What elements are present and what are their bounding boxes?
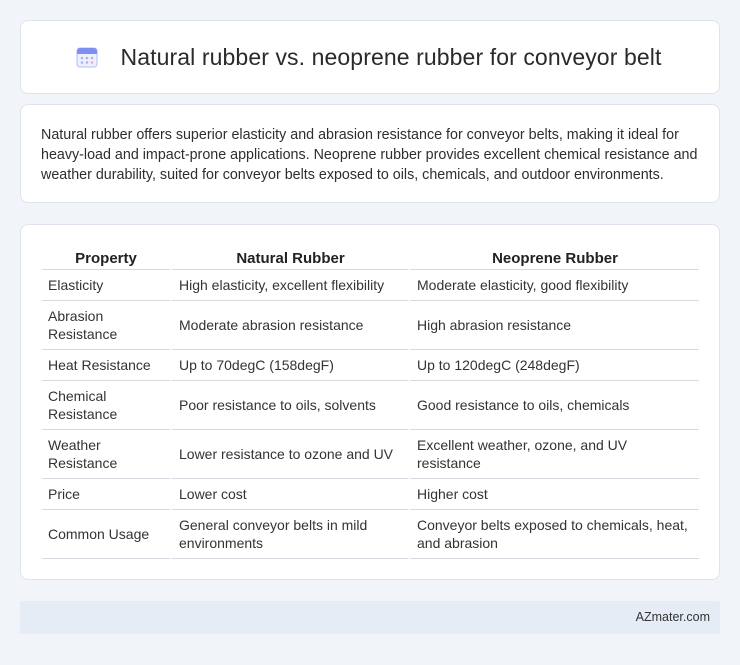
neoprene-rubber-cell: Up to 120degC (248degF) bbox=[408, 350, 699, 381]
page-title: Natural rubber vs. neoprene rubber for conveyor belt bbox=[120, 43, 662, 70]
table-header-row bbox=[42, 245, 699, 270]
property-cell: Heat Resistance bbox=[42, 350, 170, 381]
comparison-table bbox=[42, 245, 699, 559]
property-cell: Common Usage bbox=[42, 510, 170, 559]
comparison-table-card bbox=[20, 224, 720, 580]
calendar-icon bbox=[75, 45, 99, 69]
neoprene-rubber-cell: Conveyor belts exposed to chemicals, heat, and abrasion bbox=[408, 510, 699, 559]
intro-paragraph: Natural rubber offers superior elasticity and abrasion resistance for conveyor belts, making it ideal for heavy-load and impact-prone applications. Neoprene rubber provides excellent chemical resistance and weather durability, suited for conveyor belts exposed to oils, chemicals, and outdoor environments. bbox=[41, 127, 698, 183]
table-row bbox=[42, 301, 699, 350]
column-header-property: Property bbox=[42, 245, 170, 270]
neoprene-rubber-cell: High abrasion resistance bbox=[408, 301, 699, 350]
neoprene-rubber-cell: Higher cost bbox=[408, 479, 699, 510]
neoprene-rubber-cell: Good resistance to oils, chemicals bbox=[408, 381, 699, 430]
property-cell: Price bbox=[42, 479, 170, 510]
natural-rubber-cell: Poor resistance to oils, solvents bbox=[170, 381, 408, 430]
table-row bbox=[42, 270, 699, 301]
natural-rubber-cell: Moderate abrasion resistance bbox=[170, 301, 408, 350]
intro-card bbox=[20, 104, 720, 203]
table-row bbox=[42, 479, 699, 510]
table-row bbox=[42, 350, 699, 381]
table-row bbox=[42, 381, 699, 430]
table-row bbox=[42, 430, 699, 479]
natural-rubber-cell: Lower cost bbox=[170, 479, 408, 510]
natural-rubber-cell: Lower resistance to ozone and UV bbox=[170, 430, 408, 479]
footer-site-name: AZmater.com bbox=[635, 610, 710, 624]
table-row bbox=[42, 510, 699, 559]
natural-rubber-cell: Up to 70degC (158degF) bbox=[170, 350, 408, 381]
column-header-natural-rubber: Natural Rubber bbox=[170, 245, 408, 270]
natural-rubber-cell: General conveyor belts in mild environments bbox=[170, 510, 408, 559]
natural-rubber-cell: High elasticity, excellent flexibility bbox=[170, 270, 408, 301]
neoprene-rubber-cell: Moderate elasticity, good flexibility bbox=[408, 270, 699, 301]
footer-bar bbox=[20, 601, 720, 634]
property-cell: Abrasion Resistance bbox=[42, 301, 170, 350]
column-header-neoprene-rubber: Neoprene Rubber bbox=[408, 245, 699, 270]
property-cell: Chemical Resistance bbox=[42, 381, 170, 430]
title-card bbox=[20, 20, 720, 94]
property-cell: Weather Resistance bbox=[42, 430, 170, 479]
property-cell: Elasticity bbox=[42, 270, 170, 301]
neoprene-rubber-cell: Excellent weather, ozone, and UV resistance bbox=[408, 430, 699, 479]
